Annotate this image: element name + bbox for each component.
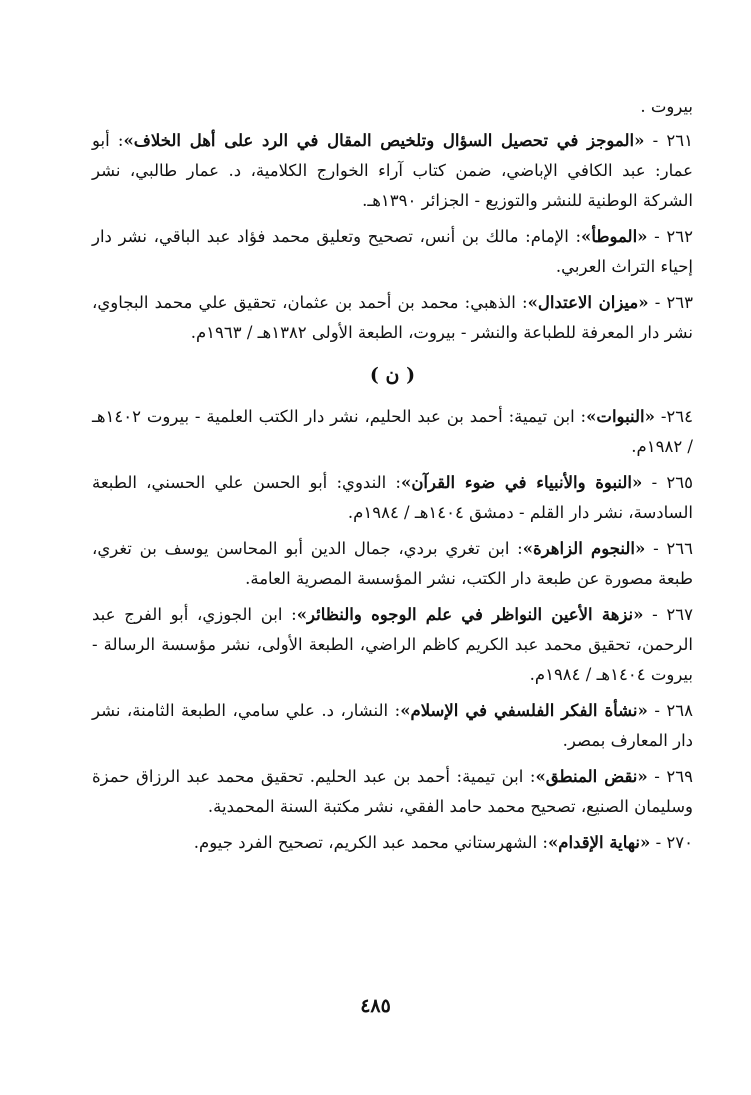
bibliography-entry-267 [92, 600, 693, 690]
entry-body: : ابن تيمية: أحمد بن عبد الحليم. تحقيق محمد عبد الرزاق حمزة وسليمان الصنيع، تصحيح محمد حامد الفقي، نشر مكتبة السنة المحمدية. [92, 767, 693, 816]
entry-body: : النشار، د. علي سامي، الطبعة الثامنة، نشر دار المعارف بمصر. [92, 701, 693, 750]
entry-body: : الشهرستاني محمد عبد الكريم، تصحيح الفرد جيوم. [193, 833, 548, 852]
bibliography-entry-270 [92, 828, 693, 858]
entry-title: «النبوة والأنبياء في ضوء القرآن» [401, 473, 643, 492]
entry-title: «نهاية الإقدام» [547, 833, 651, 852]
entry-body: : ابن تيمية: أحمد بن عبد الحليم، نشر دار الكتب العلمية - بيروت ١٤٠٢هـ / ١٩٨٢م. [92, 407, 693, 456]
bibliography-entry-261 [92, 126, 693, 216]
bibliography-entry-269 [92, 762, 693, 822]
entry-title: «الموجز في تحصيل السؤال وتلخيص المقال في الرد على أهل الخلاف» [123, 131, 645, 150]
entry-number: ٢٦٥ - [651, 473, 694, 492]
bibliography-page [92, 92, 693, 1055]
bibliography-entry-268 [92, 696, 693, 756]
entry-title: «النجوم الزاهرة» [522, 539, 646, 558]
entry-number: ٢٦٨ - [654, 701, 693, 720]
entry-number: ٢٦٩ - [654, 767, 693, 786]
page-number: ٤٨٥ [360, 995, 391, 1017]
entry-number: ٢٦٦ - [653, 539, 694, 558]
entry-body: : ابن الجوزي، أبو الفرج عبد الرحمن، تحقيق محمد عبد الكريم كاظم الراضي، الطبعة الأولى، نشر مؤسسة الرسالة - بيروت ١٤٠٤هـ / ١٩٨٤م. [92, 605, 693, 684]
entry-body: : ابن تغري بردي، جمال الدين أبو المحاسن يوسف بن تغري، طبعة مصورة عن طبعة دار الكتب، نشر المؤسسة المصرية العامة. [92, 539, 693, 588]
entry-number: ٢٦٧ - [652, 605, 694, 624]
entry-number: ٢٦٤- [660, 407, 693, 426]
entry-title: «نزهة الأعين النواظر في علم الوجوه والنظائر» [296, 605, 644, 624]
entry-body: : الذهبي: محمد بن أحمد بن عثمان، تحقيق علي محمد البجاوي، نشر دار المعرفة للطباعة والنشر - بيروت، الطبعة الأولى ١٣٨٢هـ / ١٩٦٣م. [92, 293, 693, 342]
bibliography-entry-262 [92, 222, 693, 282]
entry-title: «نشأة الفكر الفلسفي في الإسلام» [400, 701, 648, 720]
bibliography-entry-264 [92, 402, 693, 462]
entry-number: ٢٧٠ - [655, 833, 693, 852]
continuation-text: بيروت . [640, 97, 693, 116]
entry-title: «ميزان الاعتدال» [527, 293, 649, 312]
entry-title: «النبوات» [586, 407, 655, 426]
section-heading-nun: ( ن ) [369, 364, 416, 386]
entry-number: ٢٦٣ - [654, 293, 694, 312]
entry-body: : الندوي: أبو الحسن علي الحسني، الطبعة السادسة، نشر دار القلم - دمشق ١٤٠٤هـ / ١٩٨٤م. [92, 473, 693, 522]
bibliography-entry-266 [92, 534, 693, 594]
entry-title: «الموطأ» [581, 227, 648, 246]
bibliography-entry-263 [92, 288, 693, 348]
entry-body: : أبو عمار: عبد الكافي الإباضي، ضمن كتاب آراء الخوارج الكلامية، د. عمار طالبي، نشر الشركة الوطنية للنشر والتوزيع - الجزائر ١٣٩٠هـ. [92, 131, 693, 210]
bibliography-entry-265 [92, 468, 693, 528]
entry-number: ٢٦١ - [652, 131, 693, 150]
entry-title: «نقض المنطق» [535, 767, 648, 786]
entry-number: ٢٦٢ - [654, 227, 693, 246]
entry-body: : الإمام: مالك بن أنس، تصحيح وتعليق محمد فؤاد عبد الباقي، نشر دار إحياء التراث العربي. [92, 227, 693, 276]
